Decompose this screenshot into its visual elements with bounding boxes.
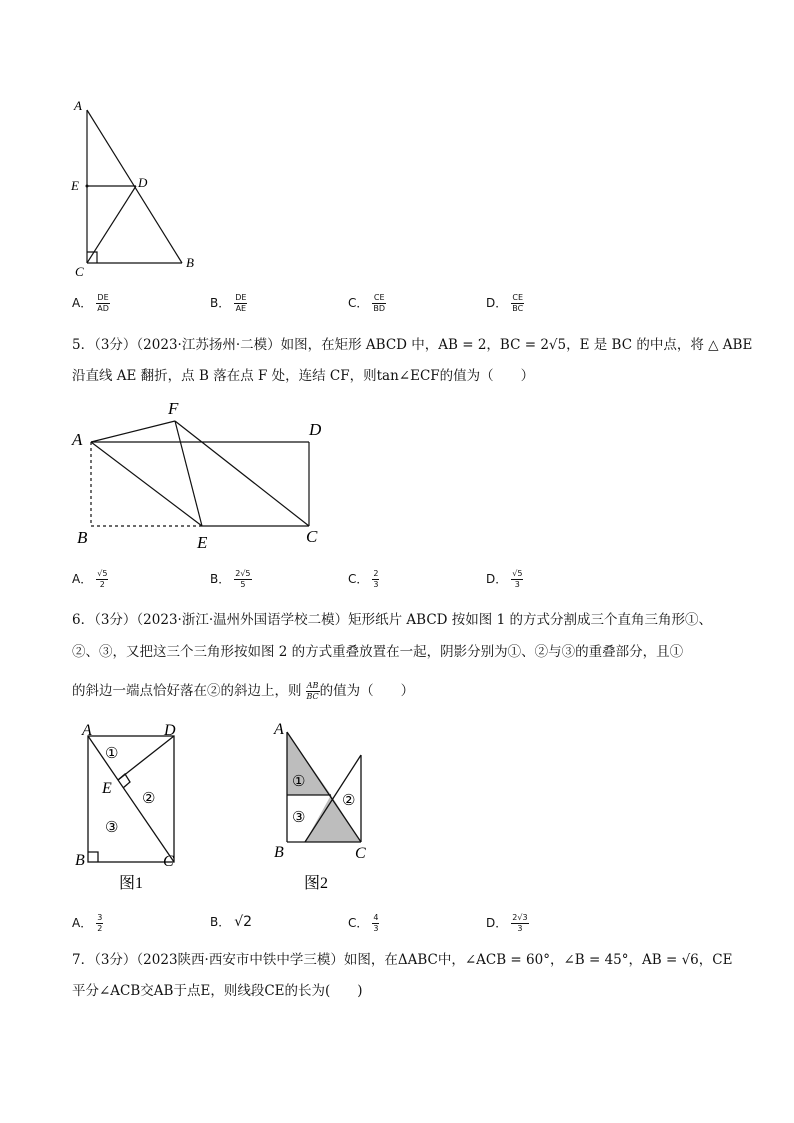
q6-option-d[interactable] xyxy=(486,913,529,934)
option-numerator: DE xyxy=(235,293,247,302)
label-E: E xyxy=(102,780,112,797)
option-value: √2 xyxy=(234,914,253,930)
figure-caption: 图2 xyxy=(304,875,329,892)
q5-option-d[interactable] xyxy=(486,569,523,590)
label-B: B xyxy=(186,255,194,270)
option-denominator: 2 xyxy=(99,580,105,589)
option-numerator: √5 xyxy=(512,569,523,578)
q5-text-line1: 5．（3分）（2023·江苏扬州·二模）如图，在矩形 ABCD 中，AB = 2，BC = 2√5，E 是 BC 的中点，将 △ ABE xyxy=(72,337,753,353)
option-letter: D． xyxy=(486,572,508,586)
option-numerator: CE xyxy=(512,293,524,302)
option-denominator: BC xyxy=(512,304,524,313)
right-angle-mark-B xyxy=(88,852,98,862)
q6-figure-2 xyxy=(262,712,392,897)
option-numerator: 2 xyxy=(373,569,379,578)
q4-option-c[interactable] xyxy=(348,293,386,314)
label-A: A xyxy=(82,722,92,739)
label-D: D xyxy=(309,420,322,439)
q5-option-b[interactable] xyxy=(210,569,252,590)
q4-figure xyxy=(66,96,206,276)
segment-DE xyxy=(118,736,174,780)
label-A: A xyxy=(72,430,83,449)
label-E: E xyxy=(197,533,208,552)
option-letter: D． xyxy=(486,916,508,930)
option-letter: B． xyxy=(210,915,231,929)
option-denominator: BD xyxy=(373,304,386,313)
region-2-label: ② xyxy=(342,793,356,809)
q5-option-c[interactable] xyxy=(348,569,379,590)
option-denominator: 3 xyxy=(514,580,520,589)
label-B: B xyxy=(274,844,284,861)
q5-figure xyxy=(66,396,346,556)
ratio-denominator: BC xyxy=(306,692,319,701)
option-letter: D． xyxy=(486,296,508,310)
q6-line3-post: 的值为（ ） xyxy=(319,683,415,699)
option-numerator: 3 xyxy=(97,913,103,922)
option-numerator: CE xyxy=(373,293,385,302)
label-C: C xyxy=(75,264,84,276)
segment-FE xyxy=(175,421,202,526)
option-letter: C． xyxy=(348,916,369,930)
option-numerator: 2√3 xyxy=(512,913,528,922)
diagonal-AC xyxy=(88,736,174,862)
q5-text-line2: 沿直线 AE 翻折，点 B 落在点 F 处，连结 CF，则tan∠ECF的值为（ ） xyxy=(72,368,535,384)
label-B: B xyxy=(75,852,85,869)
segment-AE xyxy=(91,442,202,526)
q4-option-d[interactable] xyxy=(486,293,524,314)
q7-text-line2: 平分∠ACB交AB于点E，则线段CE的长为( ) xyxy=(72,983,363,999)
region-3-label: ③ xyxy=(292,810,306,826)
option-numerator: 2√5 xyxy=(235,569,251,578)
ratio-numerator: AB xyxy=(306,681,319,690)
q6-option-b[interactable] xyxy=(210,913,252,930)
region-1-label: ① xyxy=(105,746,119,762)
option-numerator: 4 xyxy=(373,913,379,922)
option-denominator: AD xyxy=(97,304,109,313)
q6-figure-1 xyxy=(70,712,200,897)
option-letter: C． xyxy=(348,572,369,586)
option-letter: A． xyxy=(72,916,93,930)
q6-text-line2: ②、③，又把这三个三角形按如图 2 的方式重叠放置在一起，阴影分别为①、②与③的重叠部分，且① xyxy=(72,644,684,660)
label-C: C xyxy=(306,527,318,546)
q6-option-a[interactable] xyxy=(72,913,103,934)
q5-option-a[interactable] xyxy=(72,569,108,590)
label-D: D xyxy=(138,175,148,190)
option-denominator: 5 xyxy=(240,580,246,589)
label-C: C xyxy=(163,853,174,870)
region-1-label: ① xyxy=(292,774,306,790)
option-numerator: DE xyxy=(97,293,109,302)
label-E: E xyxy=(71,178,79,193)
label-A: A xyxy=(274,721,284,738)
option-letter: C． xyxy=(348,296,369,310)
q6-text-line1: 6．（3分）（2023·浙江·温州外国语学校二模）矩形纸片 ABCD 按如图 1 的方式分割成三个直角三角形①、 xyxy=(72,612,712,628)
option-numerator: √5 xyxy=(97,569,108,578)
q6-line3-pre: 的斜边一端点恰好落在②的斜边上，则 xyxy=(72,683,302,699)
option-denominator: 3 xyxy=(373,924,379,933)
figure-caption: 图1 xyxy=(119,875,144,892)
label-A: A xyxy=(74,98,82,113)
option-letter: A． xyxy=(72,296,93,310)
option-denominator: 3 xyxy=(517,924,523,933)
label-F: F xyxy=(168,399,179,418)
q7-text-line1: 7．（3分）（2023陕西·西安市中铁中学三模）如图，在ΔABC中，∠ACB = 60°，∠B = 45°，AB = √6，CE xyxy=(72,952,733,968)
segment-AF xyxy=(91,421,175,442)
region-3-label: ③ xyxy=(105,820,119,836)
option-denominator: 3 xyxy=(373,580,379,589)
q4-option-a[interactable] xyxy=(72,293,110,314)
label-C: C xyxy=(355,845,366,862)
q6-text-line3 xyxy=(72,681,414,702)
q4-option-b[interactable] xyxy=(210,293,247,314)
option-denominator: AE xyxy=(235,304,247,313)
option-letter: B． xyxy=(210,296,231,310)
option-letter: A． xyxy=(72,572,93,586)
option-letter: B． xyxy=(210,572,231,586)
option-denominator: 2 xyxy=(97,924,103,933)
region-2-label: ② xyxy=(142,791,156,807)
label-D: D xyxy=(164,722,176,739)
label-B: B xyxy=(77,528,88,547)
q6-option-c[interactable] xyxy=(348,913,379,934)
segment-FC xyxy=(175,421,309,526)
